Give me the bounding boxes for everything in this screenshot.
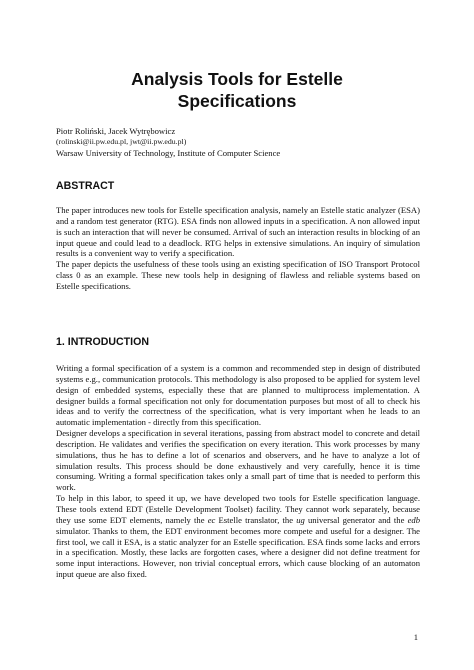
title-line-1: Analysis Tools for Estelle xyxy=(131,69,343,89)
intro-p3-ug: ug xyxy=(296,514,305,525)
intro-p3-edb: edb xyxy=(407,514,420,525)
intro-p3-text-b: Estelle translator, the xyxy=(215,514,297,525)
introduction-heading: 1. INTRODUCTION xyxy=(56,336,149,348)
author-names: Piotr Roliński, Jacek Wytrębowicz xyxy=(56,126,176,136)
intro-p3-text-a: To help in this labor, to speed it up, we have developed two tools for Estelle specification language. These tools extend EDT (Estelle Development Toolset) facility. They cannot work separately, because they use some EDT elements, namely the xyxy=(56,493,420,525)
paper-title xyxy=(0,68,474,112)
intro-p3-text-d: simulator. Thanks to them, the EDT environment becomes more compete and useful for a designer. The first tool, we call it ESA, is a static analyzer for an Estelle specification. ESA finds some lacks and errors in a specification. Mostly, these lacks are forgotten cases, where a designer did not define treatment for some input interactions. However, non trivial conceptual errors, which cause blocking of an automaton input queue are also fixed. xyxy=(56,525,420,580)
abstract-body xyxy=(56,205,420,292)
title-line-2: Specifications xyxy=(177,91,297,111)
intro-paragraph-3 xyxy=(56,493,420,580)
intro-p3-text-c: universal generator and the xyxy=(304,514,408,525)
intro-paragraph-1: Writing a formal specification of a system is a common and recommended step in design of distributed systems e.g., communication protocols. This methodology is also proposed to be applied for system level design of embedded systems, especially these that are planned to multiprocess implementation. A designer builds a formal specification not only for documentation purposes but most of all to check his ideas and to verify the correctness of the specification, what is very important when he leads to an automatic implementation - directly from this specification. xyxy=(56,363,420,428)
introduction-body xyxy=(56,363,420,580)
page-number: 1 xyxy=(413,632,418,642)
intro-paragraph-2: Designer develops a specification in several iterations, passing from abstract model to concrete and detail description. He validates and verifies the specification on every iteration. This work processes by many simulations, thus he has to define a lot of scenarios and observers, and he have to analyze a lot of simulation results. This process should be done exhaustively and very carefully, hence it is time consuming. Writing a formal specification takes only a small part of time that is needed to perform this work. xyxy=(56,428,420,493)
author-block xyxy=(56,126,436,158)
intro-p3-ec: ec xyxy=(207,514,216,525)
abstract-paragraph-2: The paper depicts the usefulness of these tools using an existing specification of ISO Transport Protocol class 0 as an example. These new tools help in designing of flawless and reliable systems based on Estelle specifications. xyxy=(56,259,420,291)
abstract-paragraph-1: The paper introduces new tools for Estelle specification analysis, namely an Estelle static analyzer (ESA) and a random test generator (RTG). ESA finds non allowed inputs in a specification. A non allowed input is such an interaction that will never be consumed. Arrival of such an interaction results in blocking of an input queue and could lead to a deadlock. RTG helps in extensive simulations. An inquiry of simulation results is a convenient way to verify a specification. xyxy=(56,205,420,259)
author-emails: (rolinski@ii.pw.edu.pl, jwt@ii.pw.edu.pl) xyxy=(56,136,187,146)
author-affiliation: Warsaw University of Technology, Institute of Computer Science xyxy=(56,147,281,158)
abstract-heading: ABSTRACT xyxy=(56,180,115,192)
